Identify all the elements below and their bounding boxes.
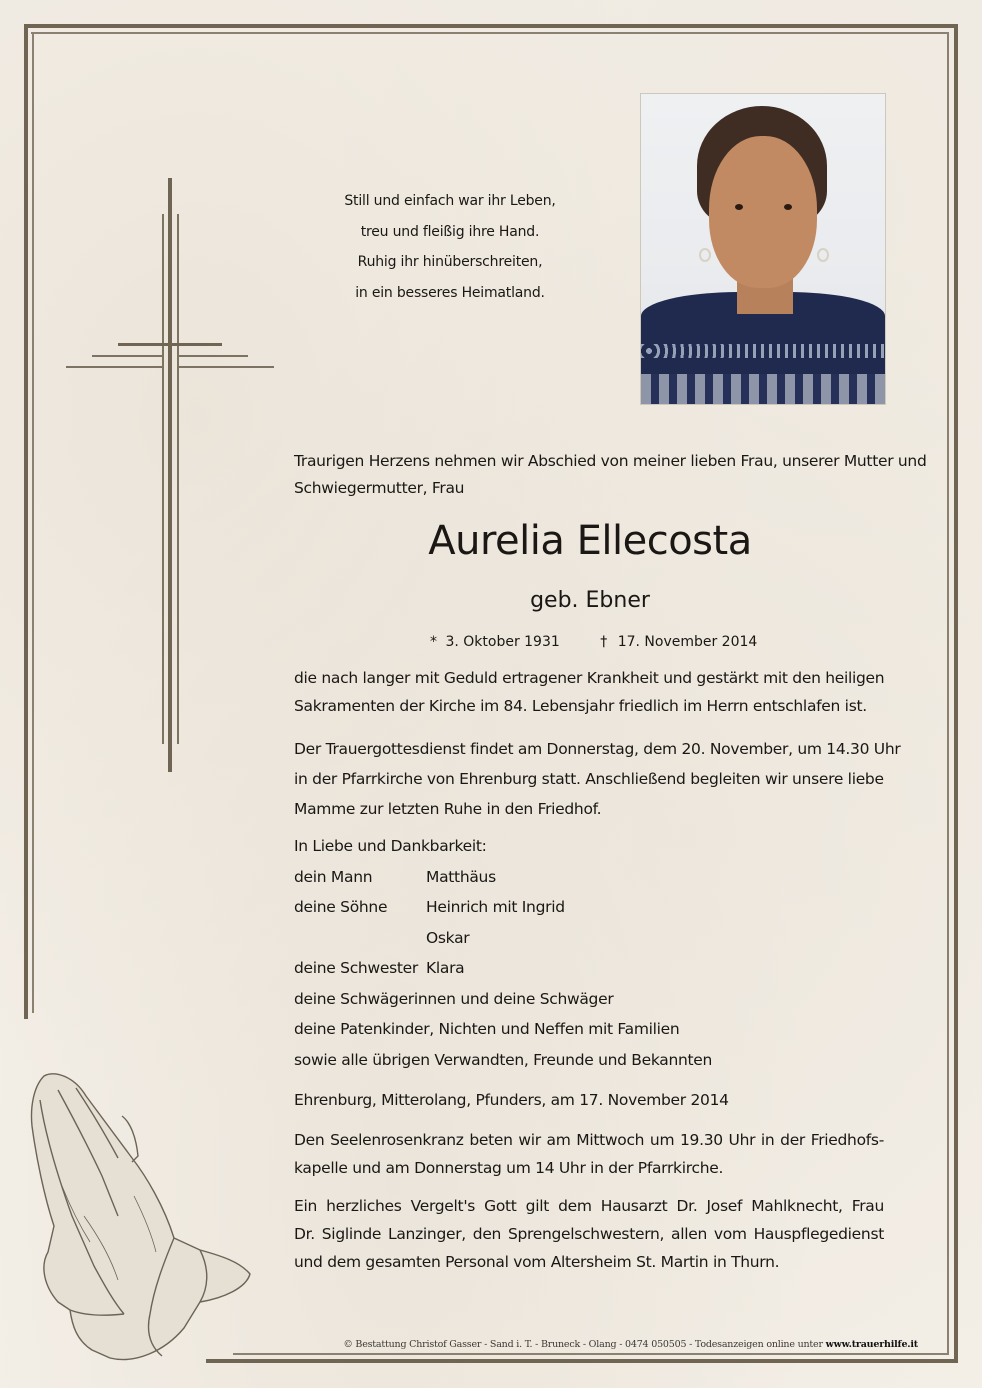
frame-inner-right-line (947, 32, 949, 1354)
mourner-names: Klara (426, 959, 465, 977)
mourner-names: Heinrich mit Ingrid (426, 898, 565, 916)
mourner-line: sowie alle übrigen Verwandten, Freunde und Bekannten (294, 1050, 713, 1069)
passing-paragraph (294, 664, 884, 720)
text-line: Dr. Siglinde Lanzinger, den Sprengelschwestern, allen vom Hauspflegedienst (294, 1225, 884, 1243)
poem-line: Still und einfach war ihr Leben, (344, 193, 556, 209)
text-line: in der Pfarrkirche von Ehrenburg statt. Anschließend begleiten wir unsere liebe (294, 770, 884, 788)
mourners-list (294, 831, 884, 1075)
frame-inner-bottom-line (233, 1353, 949, 1355)
maiden-name: geb. Ebner (530, 588, 650, 613)
memorial-poem (330, 186, 570, 308)
intro-line: Traurigen Herzens nehmen wir Abschied von meiner lieben Frau, unserer Mutter und (294, 452, 927, 470)
life-dates (430, 634, 757, 650)
text-line: die nach langer mit Geduld ertragener Krankheit und gestärkt mit den heiligen (294, 669, 885, 687)
footer-text: © Bestattung Christof Gasser - Sand i. T. - Bruneck - Olang - 0474 050505 - Todesanzeigen online unter (343, 1339, 826, 1350)
rosary-paragraph (294, 1126, 884, 1182)
footer-credits (294, 1339, 918, 1350)
text-line: Der Trauergottesdienst findet am Donnerstag, dem 20. November, um 14.30 Uhr (294, 740, 901, 758)
thanks-paragraph (294, 1192, 884, 1276)
text-line: Den Seelenrosenkranz beten wir am Mittwoch um 19.30 Uhr in der Friedhofs- (294, 1131, 884, 1149)
frame-bottom-line (206, 1359, 958, 1363)
portrait-photo (640, 93, 886, 405)
mourner-names: Oskar (426, 928, 470, 947)
frame-right-line (954, 24, 958, 1363)
mourner-row (294, 923, 884, 954)
mourner-relation (294, 923, 426, 954)
frame-inner-top-line (31, 32, 948, 34)
text-line: und dem gesamten Personal vom Altersheim St. Martin in Thurn. (294, 1253, 780, 1271)
text-line: Ein herzliches Vergelt's Gott gilt dem Hausarzt Dr. Josef Mahlknecht, Frau (294, 1197, 884, 1215)
frame-top-line (24, 24, 958, 28)
poem-line: Ruhig ihr hinüberschreiten, (357, 254, 543, 270)
death-cross-icon: † (600, 634, 608, 650)
frame-left-line (24, 24, 28, 1019)
mourner-row (294, 892, 884, 923)
footer-website-link[interactable]: www.trauerhilfe.it (825, 1339, 918, 1350)
birth-date: 3. Oktober 1931 (445, 634, 560, 650)
death-date: 17. November 2014 (617, 634, 758, 650)
praying-hands-icon (14, 1066, 254, 1376)
poem-line: treu und fleißig ihre Hand. (360, 223, 540, 240)
mourner-line: deine Patenkinder, Nichten und Neffen mit Familien (294, 1020, 680, 1038)
mourner-line: deine Schwägerinnen und deine Schwäger (294, 989, 614, 1008)
poem-line: in ein besseres Heimatland. (355, 284, 545, 301)
deceased-name: Aurelia Ellecosta (428, 518, 752, 564)
frame-inner-left-line (32, 32, 34, 1013)
funeral-service-paragraph (294, 734, 901, 824)
intro-text (294, 448, 927, 502)
birth-icon: * (430, 634, 437, 650)
mourner-relation: deine Söhne (294, 898, 388, 916)
mourner-row (294, 953, 884, 984)
text-line: Sakramenten der Kirche im 84. Lebensjahr friedlich im Herrn entschlafen ist. (294, 697, 867, 715)
mourner-names: Matthäus (426, 867, 496, 886)
text-line: Mamme zur letzten Ruhe in den Friedhof. (294, 800, 602, 818)
mourner-row (294, 862, 884, 893)
mourner-relation: deine Schwester (294, 959, 418, 977)
place-date: Ehrenburg, Mitterolang, Pfunders, am 17. November 2014 (294, 1091, 729, 1109)
mourners-heading: In Liebe und Dankbarkeit: (294, 837, 487, 855)
mourner-relation: dein Mann (294, 867, 373, 886)
intro-line: Schwiegermutter, Frau (294, 479, 465, 497)
text-line: kapelle und am Donnerstag um 14 Uhr in der Pfarrkirche. (294, 1159, 724, 1177)
